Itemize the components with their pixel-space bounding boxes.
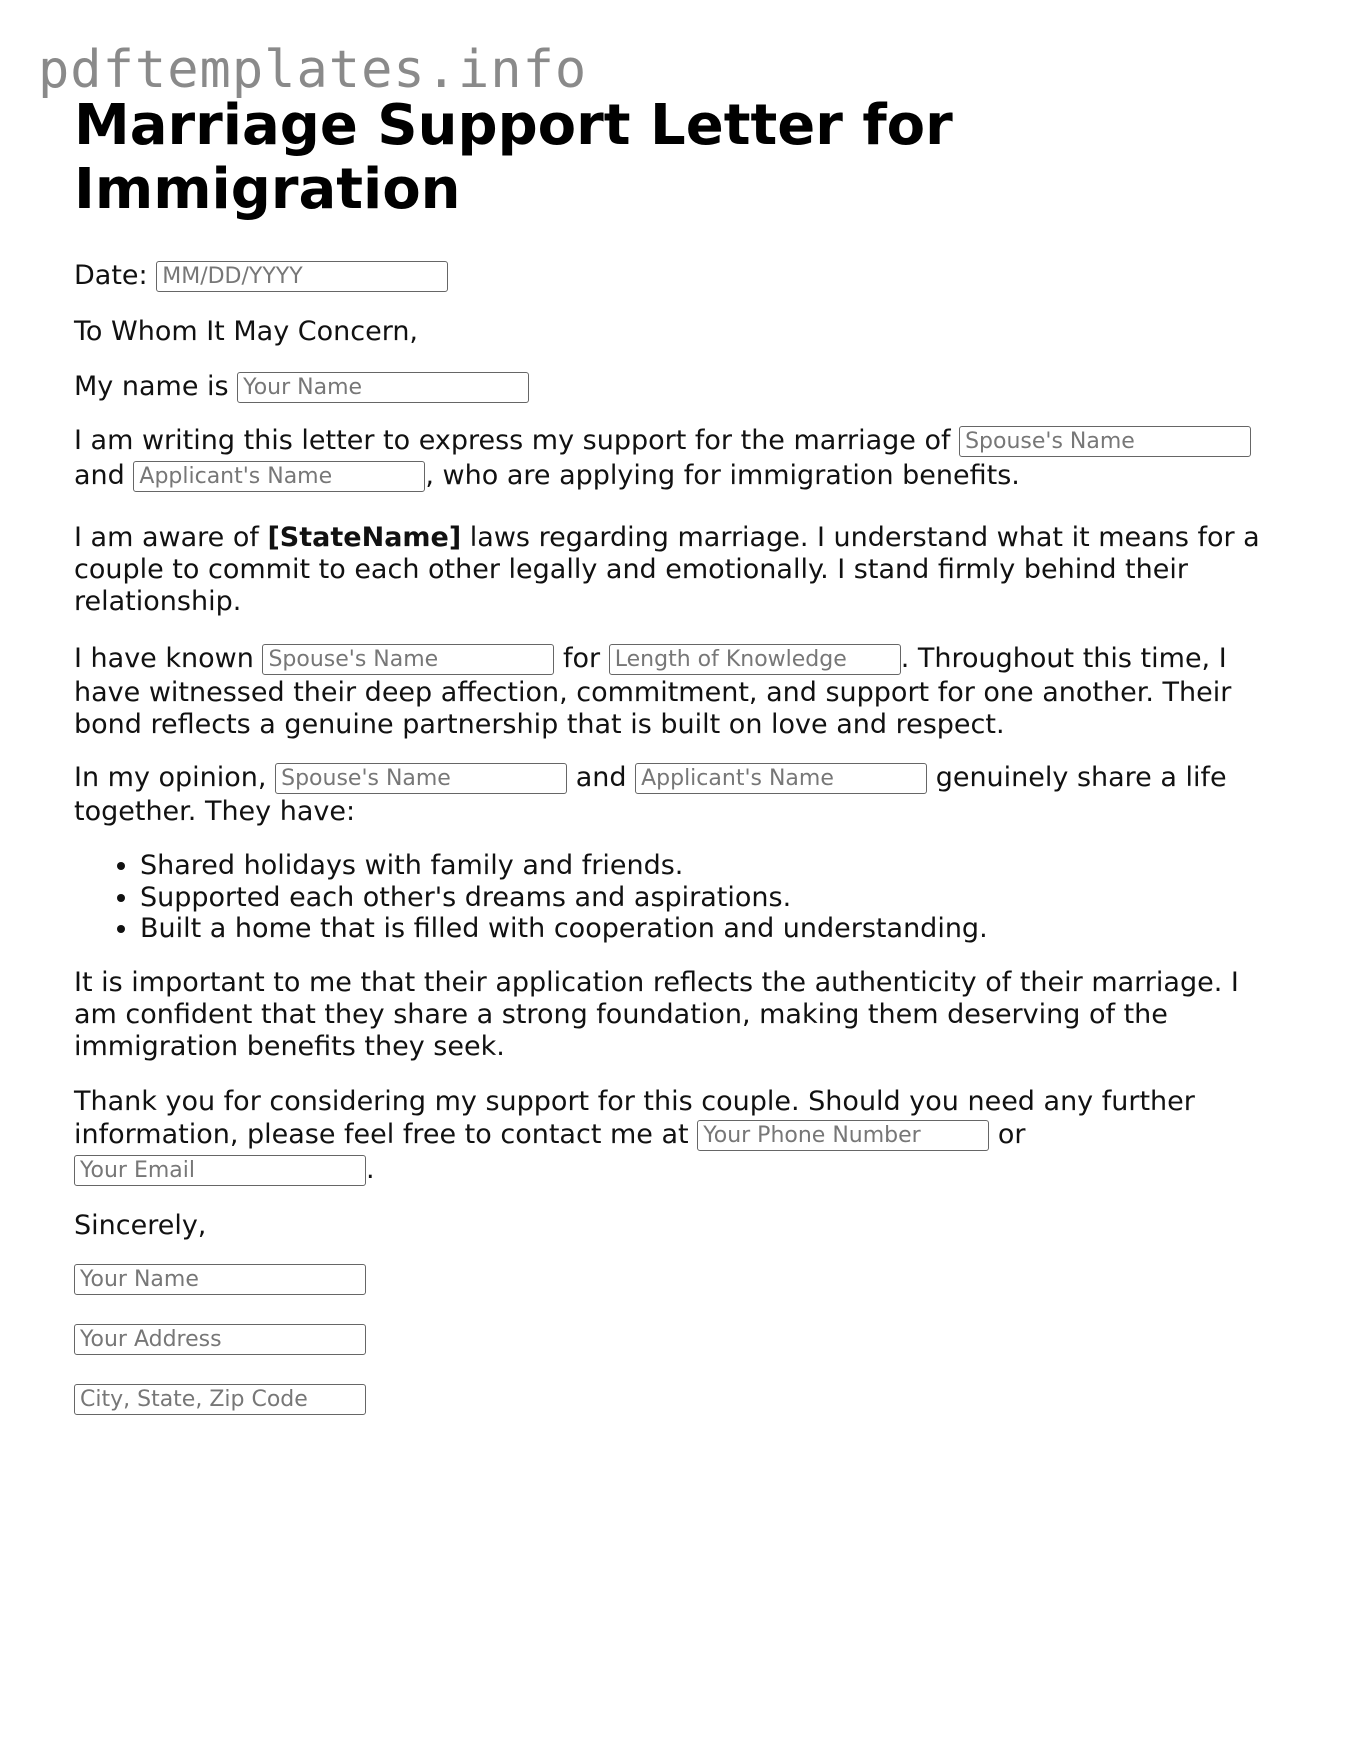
opinion-prefix: In my opinion, bbox=[74, 762, 267, 793]
date-line bbox=[74, 259, 1274, 294]
phone-number-field[interactable] bbox=[697, 1120, 989, 1151]
applicant-name-field[interactable] bbox=[133, 461, 425, 492]
laws-prefix: I am aware of bbox=[74, 522, 259, 553]
opinion-spouse-name-field[interactable] bbox=[275, 763, 567, 794]
opinion-paragraph bbox=[74, 761, 1274, 828]
for-text: for bbox=[563, 643, 601, 674]
opinion-applicant-name-field[interactable] bbox=[635, 763, 927, 794]
signature-name-field[interactable] bbox=[74, 1264, 366, 1295]
known-paragraph bbox=[74, 642, 1274, 741]
greeting: To Whom It May Concern, bbox=[74, 316, 419, 347]
signature-block bbox=[74, 1264, 1274, 1415]
thanks-paragraph bbox=[74, 1086, 1274, 1188]
laws-paragraph bbox=[74, 522, 1274, 618]
intro-text: My name is bbox=[74, 371, 229, 402]
support-paragraph bbox=[74, 424, 1274, 494]
state-name-placeholder: [StateName] bbox=[267, 522, 462, 553]
support-text: I am writing this letter to express my support for the marriage of bbox=[74, 425, 951, 456]
known-suffix: . Throughout this time, I have witnessed their deep affection, commitment, and support for one another. Their bond reflects a genuine partnership that is built on love and respect. bbox=[74, 643, 1232, 740]
list-item: • Supported each other's dreams and aspirations. bbox=[140, 882, 1274, 914]
email-field[interactable] bbox=[74, 1155, 366, 1186]
laws-suffix: laws regarding marriage. I understand what it means for a couple to commit to each other legally and emotionally. I stand firmly behind their relationship. bbox=[74, 522, 1260, 617]
opinion-suffix: genuinely share a life together. They have: bbox=[74, 762, 1227, 827]
support-suffix: , who are applying for immigration benefits. bbox=[425, 460, 1020, 491]
letter-page bbox=[74, 94, 1274, 1417]
list-item: • Shared holidays with family and friends. bbox=[140, 850, 1274, 882]
or-text: or bbox=[997, 1118, 1026, 1150]
date-field[interactable] bbox=[156, 261, 448, 292]
and-text: and bbox=[74, 460, 125, 491]
your-name-field[interactable] bbox=[237, 372, 529, 403]
important-paragraph: It is important to me that their application reflects the authenticity of their marriage. I am confident that they share a strong foundation, making them deserving of the immigration benefits they seek. bbox=[74, 966, 1239, 1062]
list-item: • Built a home that is filled with cooperation and understanding. bbox=[140, 913, 1274, 945]
period-text: . bbox=[366, 1153, 375, 1185]
thanks-text: Thank you for considering my support for this couple. Should you need any further information, please feel free to contact me at bbox=[74, 1085, 1195, 1150]
page-title: Marriage Support Letter for Immigration bbox=[74, 93, 953, 222]
length-of-knowledge-field[interactable] bbox=[609, 644, 901, 675]
opinion-and-text: and bbox=[575, 762, 627, 793]
signature-city-state-zip-field[interactable] bbox=[74, 1384, 366, 1415]
known-spouse-name-field[interactable] bbox=[262, 644, 554, 675]
intro-line bbox=[74, 370, 1274, 405]
shared-life-list bbox=[74, 850, 1274, 945]
signature-address-field[interactable] bbox=[74, 1324, 366, 1355]
date-label: Date: bbox=[74, 260, 148, 291]
spouse-name-field[interactable] bbox=[959, 426, 1251, 457]
watermark: pdftemplates.info bbox=[38, 40, 588, 100]
known-prefix: I have known bbox=[74, 643, 254, 674]
closing: Sincerely, bbox=[74, 1209, 207, 1241]
